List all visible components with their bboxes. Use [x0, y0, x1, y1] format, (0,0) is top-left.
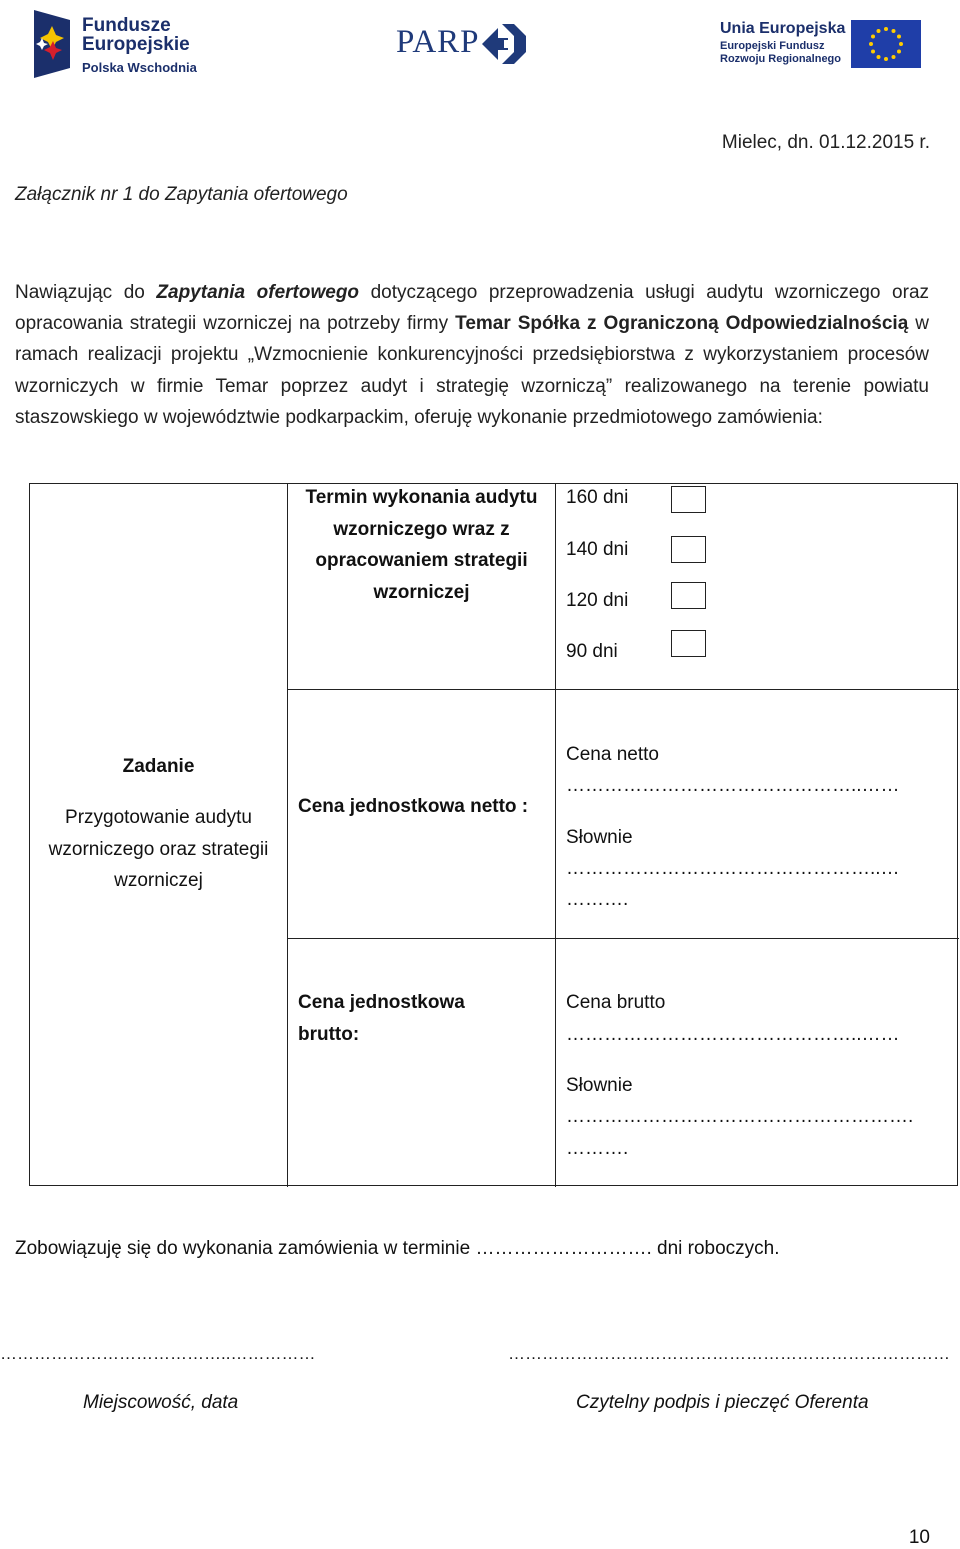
gross-label-line: Cena jednostkowa: [298, 992, 465, 1013]
eu-star-icon: [892, 29, 896, 33]
eu-star-icon: [869, 42, 873, 46]
table-vline-2: [555, 484, 556, 1187]
gross-words-caption: Słownie: [566, 1075, 633, 1096]
place-date-label: Miejscowość, data: [83, 1392, 239, 1413]
fe-line3: Polska Wschodnia: [82, 60, 197, 75]
ue-sub2: Rozwoju Regionalnego: [720, 53, 841, 65]
place-date-field[interactable]: …………………………………..……………: [0, 1344, 316, 1363]
term-option-140: 140 dni: [566, 539, 629, 560]
intro-text-2: dotyczącego przeprowadzenia usługi audytu wzorniczego oraz opracowania strategii wzorniczej na potrzeby firmy: [15, 282, 930, 335]
net-price-field[interactable]: ………………………………………..……: [566, 775, 900, 796]
term-option-160: 160 dni: [566, 487, 629, 508]
checkbox-90-dni[interactable]: [671, 630, 706, 657]
intro-paragraph: [15, 277, 929, 433]
gross-price-caption: Cena brutto: [566, 992, 666, 1013]
term-option-90: 90 dni: [566, 641, 618, 662]
term-heading-line: wzorniczego wraz z: [333, 518, 510, 540]
task-desc-line: wzorniczego oraz strategii: [48, 838, 269, 860]
checkbox-120-dni[interactable]: [671, 582, 706, 609]
document-date: Mielec, dn. 01.12.2015 r.: [721, 132, 930, 153]
signature-field[interactable]: ……………………………………………………………………: [508, 1344, 950, 1363]
intro-text-3: w ramach realizacji projektu „Wzmocnienie konkurencyjności przedsiębiorstwa z wykorzystaniem procesów wzorniczych w firmie Temar poprzez audyt i strategię wzorniczą” realizowanego na terenie powiatu staszowskiego w województwie podkarpackim, oferuję wykonanie przedmiotowego zamówienia:: [15, 313, 930, 428]
eu-star-icon: [871, 35, 875, 39]
term-heading-line: opracowaniem strategii: [315, 550, 528, 571]
table-hline-1: [287, 689, 959, 690]
task-heading: Zadanie: [122, 756, 195, 777]
checkbox-140-dni[interactable]: [671, 536, 706, 563]
checkbox-160-dni[interactable]: [671, 486, 706, 513]
eu-star-icon: [884, 27, 888, 31]
term-option-120: 120 dni: [566, 590, 629, 611]
gross-words-field[interactable]: ……………………………………………….: [566, 1106, 914, 1127]
eu-star-icon: [899, 42, 903, 46]
logo-fundusze-europejskie: [30, 8, 210, 80]
gross-price-field[interactable]: ………………………………………..……: [566, 1024, 900, 1045]
eu-star-icon: [897, 50, 901, 54]
net-price-caption: Cena netto: [566, 744, 659, 765]
ue-title: Unia Europejska: [720, 20, 846, 37]
table-hline-2: [287, 938, 959, 939]
gross-price-label: [298, 987, 465, 1050]
net-words-field[interactable]: …………………………………………..…: [566, 858, 900, 879]
logo-unia-europejska: [720, 18, 925, 70]
commitment-statement: Zobowiązuję się do wykonania zamówienia w terminie ………………………. dni roboczych.: [15, 1238, 780, 1259]
eu-flag-icon: [851, 20, 921, 68]
term-heading: [288, 482, 555, 608]
term-heading-line: wzorniczej: [373, 581, 470, 603]
intro-text-1: Nawiązując do: [15, 282, 157, 303]
net-words-field-cont[interactable]: ……….: [566, 889, 629, 910]
offer-table: [29, 483, 958, 1186]
intro-bold-2: Temar Spółka z Ograniczoną Odpowiedzialnością: [455, 313, 909, 335]
signature-label: Czytelny podpis i pieczęć Oferenta: [576, 1392, 869, 1413]
task-desc-line: Przygotowanie audytu: [65, 807, 252, 828]
eu-star-icon: [892, 55, 896, 59]
net-words-caption: Słownie: [566, 827, 633, 848]
eu-star-icon: [897, 35, 901, 39]
parp-text: PARP: [396, 24, 480, 60]
eu-star-icon: [884, 57, 888, 61]
ue-sub1: Europejski Fundusz: [720, 40, 825, 52]
parp-arrows-icon: [478, 20, 528, 68]
term-heading-line: Termin wykonania audytu: [305, 487, 538, 508]
gross-words-field-cont[interactable]: ……….: [566, 1138, 629, 1159]
task-description: [30, 802, 287, 897]
fe-star-icon: [30, 8, 78, 80]
fe-line2: Europejskie: [82, 34, 190, 55]
eu-star-icon: [877, 55, 881, 59]
fe-title: [82, 16, 190, 54]
ue-subtitle: [720, 40, 841, 66]
attachment-title: Załącznik nr 1 do Zapytania ofertowego: [15, 184, 348, 205]
task-desc-line: wzorniczej: [114, 870, 203, 891]
eu-star-icon: [877, 29, 881, 33]
logo-parp: [396, 20, 536, 70]
gross-label-line: brutto:: [298, 1023, 360, 1045]
page-number: 10: [908, 1527, 930, 1548]
intro-bold-1: Zapytania ofertowego: [156, 282, 360, 303]
eu-star-icon: [871, 50, 875, 54]
fe-line1: Fundusze: [82, 15, 171, 36]
net-price-label: Cena jednostkowa netto :: [298, 796, 529, 817]
